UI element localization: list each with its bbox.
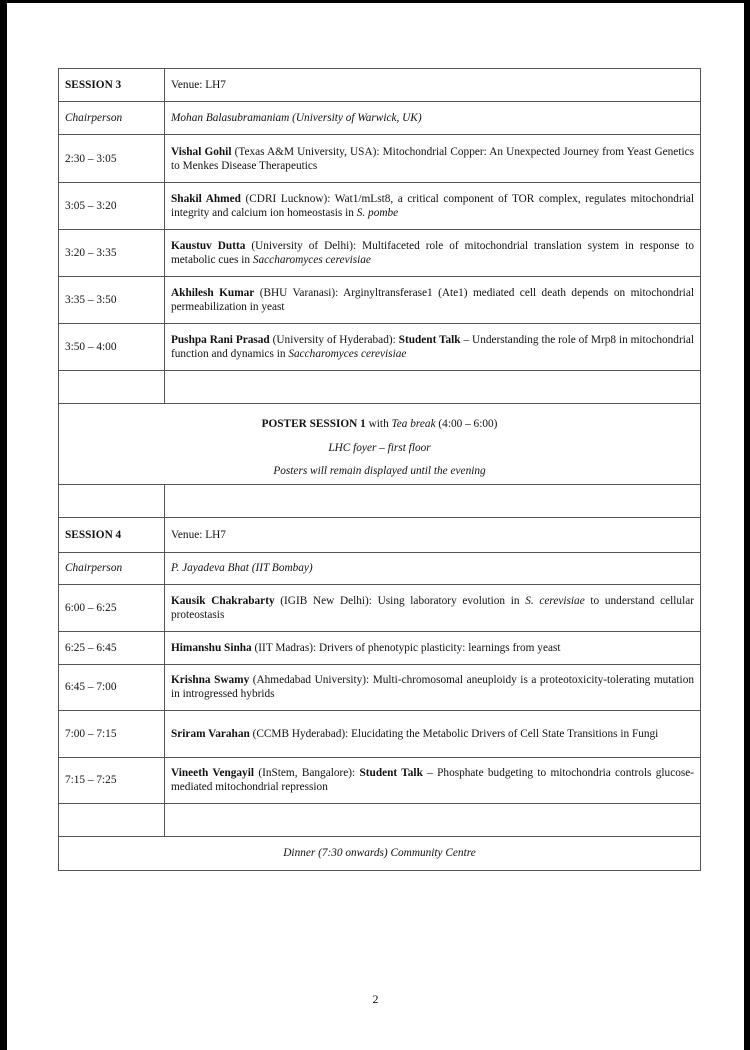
table-row — [59, 277, 701, 324]
session-4-label: SESSION 4 — [59, 517, 165, 552]
student-talk-tag: Student Talk — [398, 334, 461, 346]
talk-time: 3:35 – 3:50 — [59, 277, 165, 324]
student-talk-tag: Student Talk — [359, 767, 423, 779]
session-3-chair-row — [59, 102, 701, 135]
session-3-chair-label: Chairperson — [59, 102, 165, 135]
talk-time: 7:15 – 7:25 — [59, 757, 165, 803]
organism-name: Saccharomyces cerevisiae — [252, 254, 371, 266]
talk-time: 3:50 – 4:00 — [59, 324, 165, 371]
table-row — [59, 710, 701, 757]
talk-details — [165, 230, 701, 277]
table-row — [59, 584, 701, 631]
speaker-name: Akhilesh Kumar — [171, 287, 255, 299]
poster-session-cell — [59, 404, 701, 485]
table-row — [59, 664, 701, 710]
talk-text: (IGIB New Delhi): Using laboratory evolution in — [274, 594, 526, 607]
session-4-chairperson: P. Jayadeva Bhat (IIT Bombay) — [165, 552, 701, 584]
talk-text: – Phosphate budgeting to mitochondria controls glucose-mediated mitochondrial repression — [171, 767, 695, 793]
organism-name: S. pombe — [356, 207, 399, 219]
empty-row — [59, 371, 701, 404]
talk-text: (BHU Varanasi): Arginyltransferase1 (Ate1) mediated cell death depends on mitochondrial permeabilization in yeast — [171, 287, 694, 313]
poster-note: Posters will remain displayed until the evening — [273, 465, 486, 477]
speaker-name: Kausik Chakrabarty — [171, 594, 275, 607]
talk-text: (University of Delhi): Multifaceted role of mitochondrial translation system in response to metabolic cues in — [171, 240, 694, 266]
organism-name: Saccharomyces cerevisiae — [288, 348, 407, 360]
talk-text: (CDRI Lucknow): Wat1/mLst8, a critical component of TOR complex, regulates mitochondrial integrity and calcium ion homeostasis in — [171, 193, 694, 219]
session-4-venue: Venue: LH7 — [165, 517, 701, 552]
speaker-name: Pushpa Rani Prasad — [171, 334, 270, 346]
poster-session-row — [59, 404, 701, 485]
table-row — [59, 324, 701, 371]
talk-details — [165, 324, 701, 371]
table-row — [59, 183, 701, 230]
talk-details — [165, 757, 701, 803]
poster-location: LHC foyer – first floor — [328, 441, 431, 454]
table-row — [59, 135, 701, 183]
tea-break-label: Tea break — [391, 418, 436, 430]
talk-time: 3:20 – 3:35 — [59, 230, 165, 277]
talk-details — [165, 135, 701, 183]
talk-details — [165, 183, 701, 230]
talk-time: 3:05 – 3:20 — [59, 183, 165, 230]
session-3-chairperson: Mohan Balasubramaniam (University of Warwick, UK) — [165, 102, 701, 135]
table-row — [59, 230, 701, 277]
speaker-name: Vishal Gohil — [171, 145, 232, 158]
talk-time: 6:45 – 7:00 — [59, 664, 165, 710]
talk-details — [165, 584, 701, 631]
talk-text: (InStem, Bangalore): — [254, 767, 360, 779]
speaker-name: Shakil Ahmed — [171, 193, 241, 205]
table-row — [59, 757, 701, 803]
talk-time: 7:00 – 7:15 — [59, 710, 165, 757]
talk-details — [165, 277, 701, 324]
poster-session-title: POSTER SESSION 1 — [261, 418, 366, 430]
talk-text: (CCMB Hyderabad): Elucidating the Metabolic Drivers of Cell State Transitions in Fungi — [249, 727, 659, 740]
speaker-name: Kaustuv Dutta — [171, 240, 246, 252]
page-right-border — [744, 0, 750, 1050]
talk-text: (University of Hyderabad): — [269, 334, 399, 346]
poster-session-title-line: POSTER SESSION 1 with Tea break (4:00 – 6:00) — [261, 418, 498, 430]
talk-time: 2:30 – 3:05 — [59, 135, 165, 183]
session-3-label: SESSION 3 — [59, 69, 165, 102]
speaker-name: Sriram Varahan — [171, 727, 250, 740]
dinner-row — [59, 836, 701, 870]
talk-text: – Understanding the role of Mrp8 in mitochondrial function and dynamics in — [171, 334, 695, 360]
talk-time: 6:00 – 6:25 — [59, 584, 165, 631]
session-3-venue: Venue: LH7 — [165, 69, 701, 102]
session-4-header-row — [59, 517, 701, 552]
session-4-chair-row — [59, 552, 701, 584]
talk-text: (Ahmedabad University): Multi-chromosomal aneuploidy is a proteotoxicity-tolerating mutation in introgressed hybrids — [171, 674, 694, 700]
empty-row — [59, 803, 701, 836]
speaker-name: Himanshu Sinha — [171, 641, 252, 654]
session-4-chair-label: Chairperson — [59, 552, 165, 584]
schedule-table — [58, 68, 701, 871]
talk-details — [165, 631, 701, 664]
speaker-name: Krishna Swamy — [171, 674, 250, 686]
empty-row — [59, 484, 701, 517]
organism-name: S. cerevisiae — [525, 594, 585, 607]
session-3-header-row — [59, 69, 701, 102]
talk-time: 6:25 – 6:45 — [59, 631, 165, 664]
page-number: 2 — [372, 992, 379, 1006]
talk-details — [165, 710, 701, 757]
dinner-note: Dinner (7:30 onwards) Community Centre — [59, 836, 701, 870]
talk-details — [165, 664, 701, 710]
table-row — [59, 631, 701, 664]
talk-text: to understand cellular proteostasis — [171, 594, 694, 621]
page-left-border — [0, 0, 7, 1050]
talk-text: (IIT Madras): Drivers of phenotypic plasticity: learnings from yeast — [251, 641, 561, 654]
poster-session-time: (4:00 – 6:00) — [435, 418, 498, 430]
speaker-name: Vineeth Vengayil — [171, 767, 254, 779]
talk-text: (Texas A&M University, USA): Mitochondrial Copper: An Unexpected Journey from Yeast Genetics to Menkes Disease Therapeutics — [171, 145, 695, 172]
document-page — [7, 3, 744, 1050]
